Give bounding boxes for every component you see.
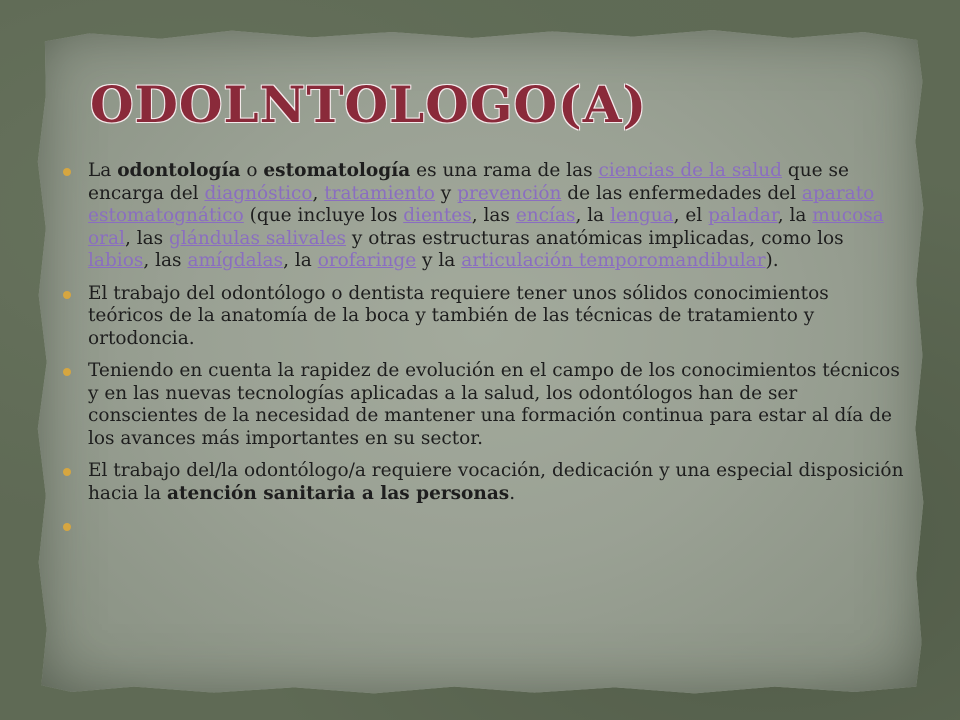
link-articulacion-temporomandibular[interactable]: articulación temporomandibular — [461, 250, 766, 271]
link-labios[interactable]: labios — [88, 250, 144, 271]
text: . — [509, 482, 516, 504]
bullet-item-trabajo — [60, 283, 908, 351]
text: El trabajo del/la odontólogo/a requiere vocación, dedicación y una especial disposición hacia la — [88, 460, 904, 504]
link-aparato-estomatognatico[interactable]: aparato estomatognático — [88, 182, 875, 226]
text: y la — [416, 250, 462, 271]
text: , el — [673, 205, 709, 226]
link-amigdalas[interactable]: amígdalas — [187, 250, 284, 271]
bullet-list — [60, 160, 908, 548]
bullet-item-definition — [60, 160, 908, 273]
bullet-dot-icon — [63, 468, 71, 476]
bullet-dot-icon — [63, 368, 71, 376]
link-lengua[interactable]: lengua — [610, 205, 674, 226]
bullet-item-vocacion — [60, 460, 908, 505]
text: , la — [575, 205, 611, 226]
text: , — [312, 182, 325, 204]
bullet-item-evolucion — [60, 360, 908, 450]
link-mucosa-oral[interactable]: mucosa oral — [88, 205, 884, 249]
text: y — [434, 182, 458, 204]
bullet-item-empty — [60, 515, 908, 538]
text: , la — [283, 250, 318, 271]
text: , las — [143, 250, 188, 271]
text: que se encarga del — [88, 160, 849, 204]
slide-title: ODOLNTOLOGO(A) — [90, 75, 648, 134]
text: , la — [777, 205, 813, 226]
link-tratamiento[interactable]: tratamiento — [324, 182, 435, 204]
term-odontologia: odontología — [117, 160, 241, 181]
text: y otras estructuras anatómicas implicadas, como los — [346, 227, 844, 249]
text: Teniendo en cuenta la rapidez de evolución en el campo de los conocimientos técnicos y en las nuevas tecnologías aplicadas a la salud, los odontólogos han de ser conscientes de la necesidad de mantener una formación continua para estar al día de los avances más importantes en su sector. — [88, 360, 900, 449]
term-estomatologia: estomatología — [263, 160, 411, 181]
link-dientes[interactable]: dientes — [403, 205, 472, 226]
text: de las enfermedades del — [561, 182, 802, 204]
term-atencion-sanitaria: atención sanitaria a las personas — [166, 482, 510, 504]
bullet-dot-icon — [63, 168, 71, 176]
text: , las — [124, 227, 170, 249]
bullet-dot-icon — [63, 523, 71, 531]
link-orofaringe[interactable]: orofaringe — [317, 250, 417, 271]
link-glandulas-salivales[interactable]: glándulas salivales — [169, 227, 347, 249]
text: ). — [765, 250, 779, 271]
link-encias[interactable]: encías — [515, 205, 576, 226]
bullet-dot-icon — [63, 291, 71, 299]
link-paladar[interactable]: paladar — [708, 205, 778, 226]
text: , las — [471, 205, 516, 226]
text: o — [240, 160, 264, 181]
text: La — [88, 160, 118, 181]
text: El trabajo del odontólogo o dentista requiere tener unos sólidos conocimientos teóricos de la anatomía de la boca y también de las técnicas de tratamiento y ortodoncia. — [88, 282, 829, 349]
link-prevencion[interactable]: prevención — [457, 182, 562, 204]
link-diagnostico[interactable]: diagnóstico — [204, 182, 313, 204]
link-ciencias-de-la-salud[interactable]: ciencias de la salud — [598, 160, 783, 181]
text: (que incluye los — [243, 205, 404, 226]
text: es una rama de las — [410, 160, 599, 181]
